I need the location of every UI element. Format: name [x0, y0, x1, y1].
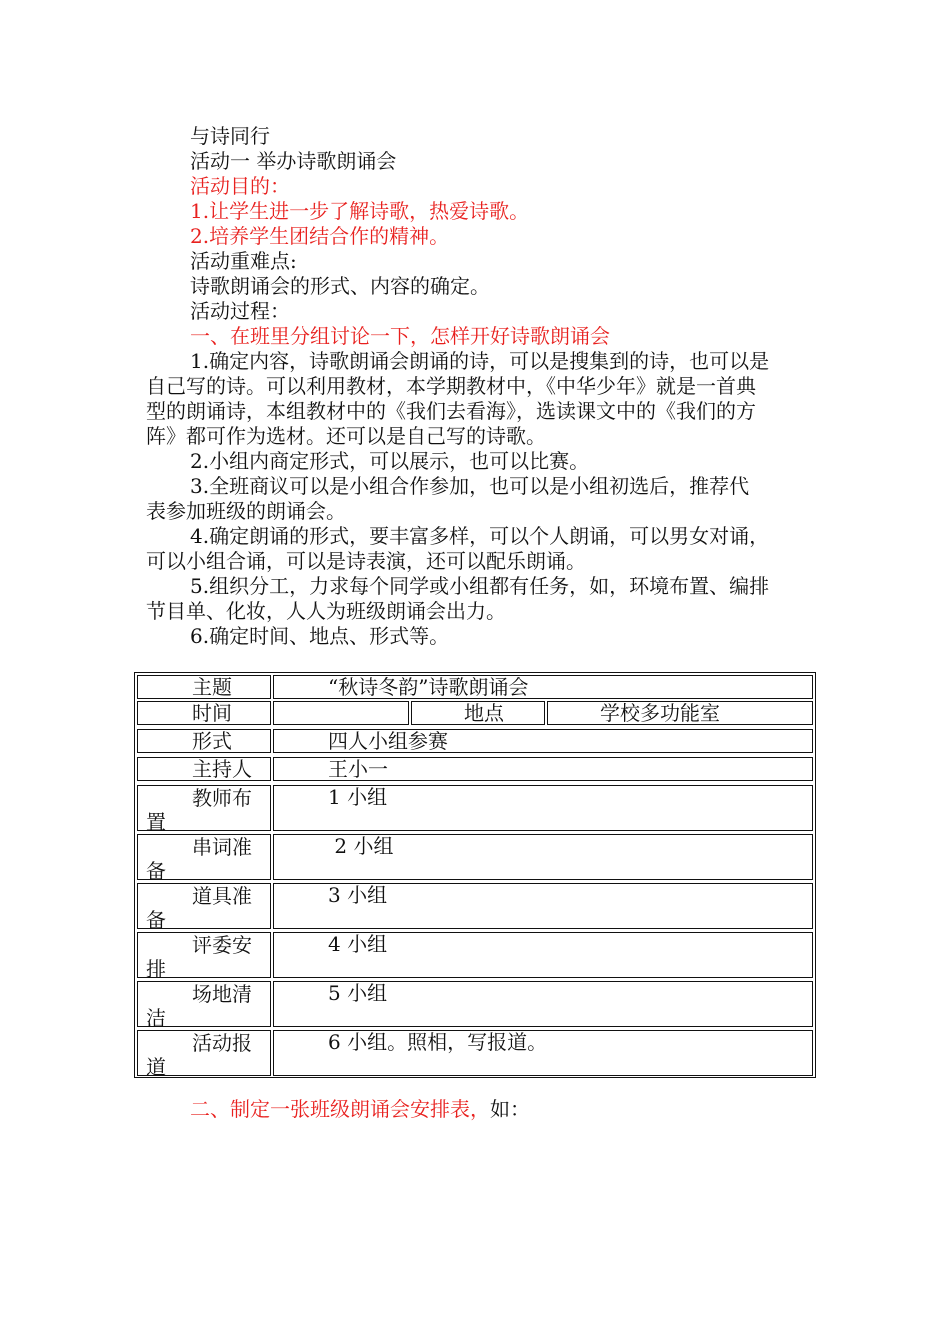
assignment-label-line-2: 道: [146, 1055, 166, 1079]
assignment-label-line-1: 串词准: [192, 835, 252, 859]
assignment-label-line-2: 备: [146, 859, 166, 883]
theme-label-cell: [137, 675, 271, 699]
time-label-cell: [137, 701, 271, 725]
assignment-value-cell: [273, 834, 813, 880]
assignment-label: [146, 982, 266, 1030]
paragraph-5-line-2: 节目单、化妆，人人为班级朗诵会出力。: [146, 599, 506, 623]
paragraph-5-line-1: 5.组织分工，力求每个同学或小组都有任务，如，环境布置、编排: [190, 574, 770, 598]
assignment-label-cell: [137, 932, 271, 981]
assignment-value-cell: [273, 785, 813, 831]
schedule-table: [134, 672, 816, 1078]
step2-tail: 如：: [490, 1097, 530, 1121]
paragraph-6: 6.确定时间、地点、形式等。: [190, 624, 450, 648]
assignment-label: [146, 884, 266, 932]
form-label: 形式: [192, 729, 232, 753]
key-points-text: 诗歌朗诵会的形式、内容的确定。: [190, 274, 490, 298]
assignment-label-line-2: 洁: [146, 1006, 166, 1030]
assignment-label-line-1: 评委安: [192, 933, 252, 957]
assignment-label-line-1: 活动报: [192, 1031, 252, 1055]
assignment-value: 6 小组。照相，写报道。: [328, 1030, 548, 1054]
process-heading: 活动过程：: [190, 299, 290, 323]
assignment-label-line-1: 道具准: [192, 884, 252, 908]
step2-heading: 二、制定一张班级朗诵会安排表，: [190, 1097, 490, 1121]
paragraph-4-line-2: 可以小组合诵，可以是诗表演，还可以配乐朗诵。: [146, 549, 586, 573]
place-value: 学校多功能室: [600, 701, 720, 725]
place-label: 地点: [464, 701, 504, 725]
paragraph-1-line-2: 自己写的诗。可以利用教材，本学期教材中，《中华少年》就是一首典: [146, 374, 756, 398]
assignment-value: 3 小组: [328, 883, 388, 907]
assignment-label: [146, 835, 266, 883]
paragraph-1-line-3: 型的朗诵诗，本组教材中的《我们去看海》，选读课文中的《我们的方: [146, 399, 756, 423]
host-value-cell: [273, 757, 813, 781]
assignment-value: 5 小组: [328, 981, 388, 1005]
assignment-label-cell: [137, 834, 271, 883]
paragraph-2: 2.小组内商定形式，可以展示，也可以比赛。: [190, 449, 590, 473]
assignment-label-line-1: 教师布: [192, 786, 252, 810]
assignment-value-cell: [273, 981, 813, 1027]
purpose-item-2: 2.培养学生团结合作的精神。: [190, 224, 450, 248]
assignment-value-cell: [273, 883, 813, 929]
assignment-label-cell: [137, 1030, 271, 1079]
assignment-value: 4 小组: [328, 932, 388, 956]
host-label-cell: [137, 757, 271, 781]
theme-value: “秋诗冬韵”诗歌朗诵会: [328, 675, 529, 699]
assignment-label-cell: [137, 883, 271, 932]
assignment-label-cell: [137, 981, 271, 1030]
step1-heading: 一、在班里分组讨论一下，怎样开好诗歌朗诵会: [190, 324, 610, 348]
place-value-cell: [547, 701, 813, 725]
paragraph-1-line-1: 1.确定内容，诗歌朗诵会朗诵的诗，可以是搜集到的诗，也可以是: [190, 349, 770, 373]
assignment-value: 1 小组: [328, 785, 388, 809]
doc-title: 与诗同行: [190, 124, 270, 148]
paragraph-1-line-4: 阵》都可作为选材。还可以是自己写的诗歌。: [146, 424, 546, 448]
assignment-label-cell: [137, 785, 271, 834]
paragraph-4-line-1: 4.确定朗诵的形式，要丰富多样，可以个人朗诵，可以男女对诵，: [190, 524, 770, 548]
form-value-cell: [273, 729, 813, 753]
assignment-label: [146, 933, 266, 981]
activity-title: 活动一 举办诗歌朗诵会: [190, 149, 397, 173]
time-label: 时间: [192, 701, 232, 725]
place-label-cell: [411, 701, 545, 725]
assignment-label-line-2: 备: [146, 908, 166, 932]
assignment-label-line-1: 场地清: [192, 982, 252, 1006]
assignment-value-cell: [273, 932, 813, 978]
theme-value-cell: [273, 675, 813, 699]
key-points-heading: 活动重难点:: [190, 249, 297, 273]
paragraph-3-line-2: 表参加班级的朗诵会。: [146, 499, 346, 523]
paragraph-3-line-1: 3.全班商议可以是小组合作参加，也可以是小组初选后，推荐代: [190, 474, 750, 498]
form-label-cell: [137, 729, 271, 753]
assignment-label-line-2: 置: [146, 810, 166, 834]
assignment-label-line-2: 排: [146, 957, 166, 981]
host-value: 王小一: [328, 757, 388, 781]
assignment-label: [146, 786, 266, 834]
time-value-cell: [273, 701, 409, 725]
form-value: 四人小组参赛: [328, 729, 448, 753]
assignment-label: [146, 1031, 266, 1079]
step2-heading-line: [146, 1097, 811, 1122]
assignment-value-cell: [273, 1030, 813, 1076]
host-label: 主持人: [192, 757, 252, 781]
theme-label: 主题: [192, 675, 232, 699]
purpose-item-1: 1.让学生进一步了解诗歌，热爱诗歌。: [190, 199, 530, 223]
assignment-value: 2 小组: [328, 834, 394, 858]
purpose-heading: 活动目的：: [190, 174, 290, 198]
